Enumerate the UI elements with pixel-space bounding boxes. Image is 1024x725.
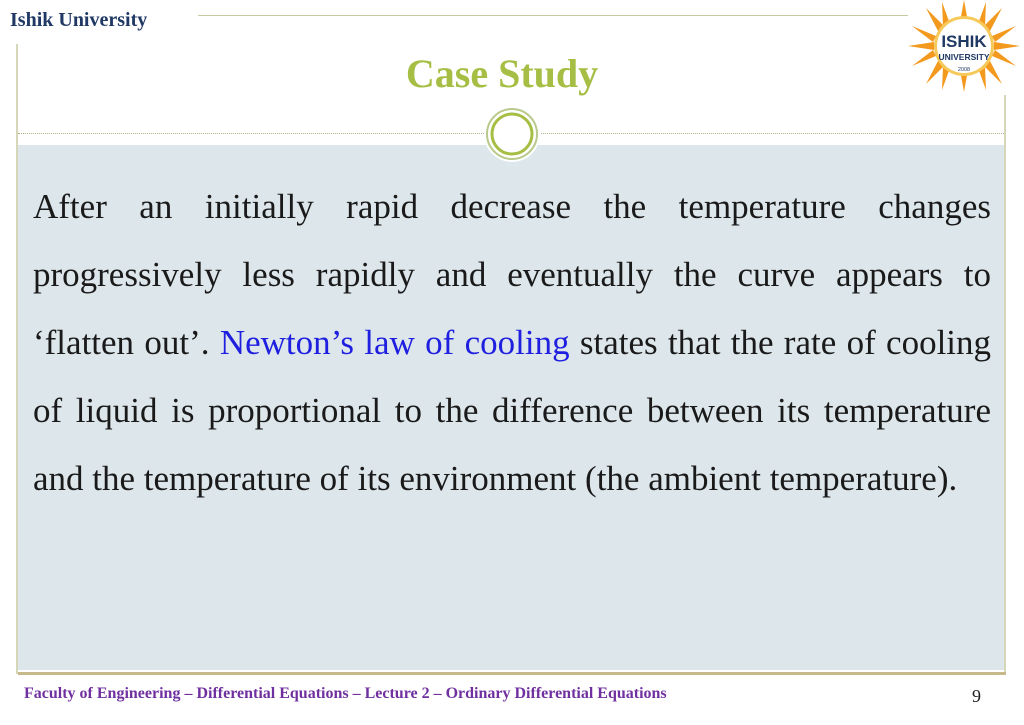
footer-course-info: Faculty of Engineering – Differential Equations – Lecture 2 – Ordinary Differential Equations (24, 685, 667, 702)
body-text-end: states that the rate of cooling of liquid is proportional to the difference between its temperature and the temperature of its environment (the ambient temperature). (33, 323, 992, 498)
page-number: 9 (972, 686, 981, 706)
university-name: Ishik University (10, 9, 148, 31)
newton-law-highlight: Newton’s law of cooling (219, 323, 570, 362)
frame-right-border (1004, 95, 1006, 674)
circle-ornament-icon (484, 106, 540, 162)
footer-rule (18, 672, 1006, 675)
body-text-start: After an initially rapid decrease the temperature changes progressively less rapidly and eventually the curve appears to ‘flatten out’. (33, 187, 991, 362)
header-rule (198, 15, 908, 16)
slide-title: Case Study (405, 51, 599, 96)
slide-body (33, 173, 991, 513)
logo-line1: ISHIK (941, 32, 987, 51)
logo-year: 2008 (957, 67, 971, 73)
logo-line2: UNIVERSITY (938, 52, 990, 62)
